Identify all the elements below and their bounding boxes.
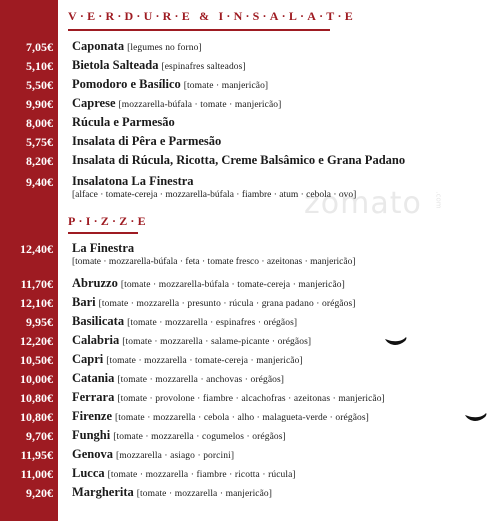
item-name: Capri bbox=[72, 352, 104, 366]
section-title-verdure: V·E·R·D·U·R·E & I·N·S·A·L·A·T·E bbox=[68, 9, 356, 23]
menu-item bbox=[72, 58, 246, 73]
item-description: [tomate · mozzarella · tomate-cereja · manjericão] bbox=[106, 356, 303, 366]
menu-item bbox=[72, 153, 405, 168]
item-name: Abruzzo bbox=[72, 276, 118, 290]
item-price: 9,70€ bbox=[26, 429, 53, 443]
item-name: Rúcula e Parmesão bbox=[72, 115, 175, 129]
menu-item bbox=[72, 333, 311, 348]
item-price: 10,80€ bbox=[20, 410, 53, 424]
item-name: Catania bbox=[72, 371, 115, 385]
item-name: Insalata di Rúcula, Ricotta, Creme Balsâmico e Grana Padano bbox=[72, 153, 406, 167]
item-description: [tomate · mozzarella-búfala · tomate-cereja · manjericão] bbox=[120, 280, 345, 290]
item-name: Lucca bbox=[72, 466, 105, 480]
chili-pepper-icon bbox=[464, 413, 488, 423]
item-description: [tomate · mozzarella · cebola · alho · malagueta-verde · orégãos] bbox=[115, 413, 369, 423]
item-description: [legumes no forno] bbox=[127, 43, 202, 53]
item-name: Caponata bbox=[72, 39, 125, 53]
item-name: Caprese bbox=[72, 96, 116, 110]
item-description: [tomate · mozzarella · fiambre · ricotta · rúcula] bbox=[107, 470, 296, 480]
item-name: Pomodoro e Basílico bbox=[72, 77, 181, 91]
menu-item bbox=[72, 447, 234, 462]
item-description: [tomate · mozzarella · anchovas · orégãos] bbox=[117, 375, 285, 385]
item-price: 11,95€ bbox=[20, 448, 53, 462]
item-description: [mozzarella-búfala · tomate · manjericão] bbox=[118, 100, 282, 110]
item-price: 10,80€ bbox=[20, 391, 53, 405]
item-name: Margherita bbox=[72, 485, 134, 499]
item-name: Bietola Salteada bbox=[72, 58, 159, 72]
item-price: 5,75€ bbox=[26, 135, 53, 149]
item-description: [tomate · mozzarella-búfala · feta · tomate fresco · azeitonas · manjericão] bbox=[72, 257, 356, 267]
item-price: 8,00€ bbox=[26, 116, 53, 130]
menu-item bbox=[72, 174, 356, 200]
menu-item bbox=[72, 96, 281, 111]
item-name: Funghi bbox=[72, 428, 111, 442]
item-description: [tomate · mozzarella · manjericão] bbox=[136, 489, 273, 499]
menu-item bbox=[72, 371, 284, 386]
section-rule-pizze bbox=[68, 232, 138, 234]
item-name: Firenze bbox=[72, 409, 113, 423]
item-price: 9,90€ bbox=[26, 97, 53, 111]
menu-item bbox=[72, 39, 202, 54]
menu-item bbox=[72, 276, 345, 291]
item-price: 9,40€ bbox=[26, 175, 53, 189]
menu-item bbox=[72, 409, 369, 424]
menu-item bbox=[72, 295, 356, 310]
item-price: 12,40€ bbox=[20, 242, 53, 256]
item-name: La Finestra bbox=[72, 241, 135, 255]
item-description: [tomate · manjericão] bbox=[183, 81, 269, 91]
item-description: [tomate · mozzarella · cogumelos · orégãos] bbox=[113, 432, 286, 442]
chili-pepper-icon bbox=[384, 337, 408, 347]
item-description: [mozzarella · asiago · porcini] bbox=[115, 451, 235, 461]
menu-item bbox=[72, 485, 272, 500]
menu-item bbox=[72, 241, 356, 267]
item-description: [tomate · provolone · fiambre · alcachofras · azeitonas · manjericão] bbox=[117, 394, 385, 404]
item-description: [tomate · mozzarella · espinafres · orégãos] bbox=[127, 318, 298, 328]
item-price: 11,00€ bbox=[20, 467, 53, 481]
menu-item bbox=[72, 314, 297, 329]
item-price: 12,20€ bbox=[20, 334, 53, 348]
item-description: [tomate · mozzarella · presunto · rúcula · grana padano · orégãos] bbox=[98, 299, 356, 309]
menu-item bbox=[72, 77, 268, 92]
item-price: 8,20€ bbox=[26, 154, 53, 168]
item-price: 5,50€ bbox=[26, 78, 53, 92]
item-price: 10,50€ bbox=[20, 353, 53, 367]
item-name: Ferrara bbox=[72, 390, 115, 404]
item-price: 9,20€ bbox=[26, 486, 53, 500]
section-rule-verdure bbox=[68, 29, 330, 31]
item-name: Bari bbox=[72, 295, 96, 309]
item-price: 9,95€ bbox=[26, 315, 53, 329]
menu-item bbox=[72, 390, 385, 405]
menu-item bbox=[72, 428, 286, 443]
item-price: 5,10€ bbox=[26, 59, 53, 73]
menu-item bbox=[72, 134, 221, 149]
watermark: zomato bbox=[304, 186, 422, 221]
item-price: 11,70€ bbox=[20, 277, 53, 291]
item-name: Insalata di Pêra e Parmesão bbox=[72, 134, 222, 148]
item-price: 10,00€ bbox=[20, 372, 53, 386]
menu-item bbox=[72, 352, 303, 367]
section-title-pizze: P·I·Z·Z·E bbox=[68, 214, 149, 228]
item-name: Insalatona La Finestra bbox=[72, 174, 194, 188]
item-price: 12,10€ bbox=[20, 296, 53, 310]
menu-item bbox=[72, 466, 296, 481]
watermark-sub: .com bbox=[434, 191, 443, 209]
item-description: [tomate · mozzarella · salame-picante · orégãos] bbox=[122, 337, 312, 347]
item-description: [espinafres salteados] bbox=[161, 62, 246, 72]
item-price: 7,05€ bbox=[26, 40, 53, 54]
menu-item bbox=[72, 115, 175, 130]
item-name: Basilicata bbox=[72, 314, 125, 328]
item-description: [alface · tomate-cereja · mozzarella-búfala · fiambre · atum · cebola · ovo] bbox=[72, 190, 357, 200]
item-name: Genova bbox=[72, 447, 113, 461]
item-name: Calabria bbox=[72, 333, 120, 347]
